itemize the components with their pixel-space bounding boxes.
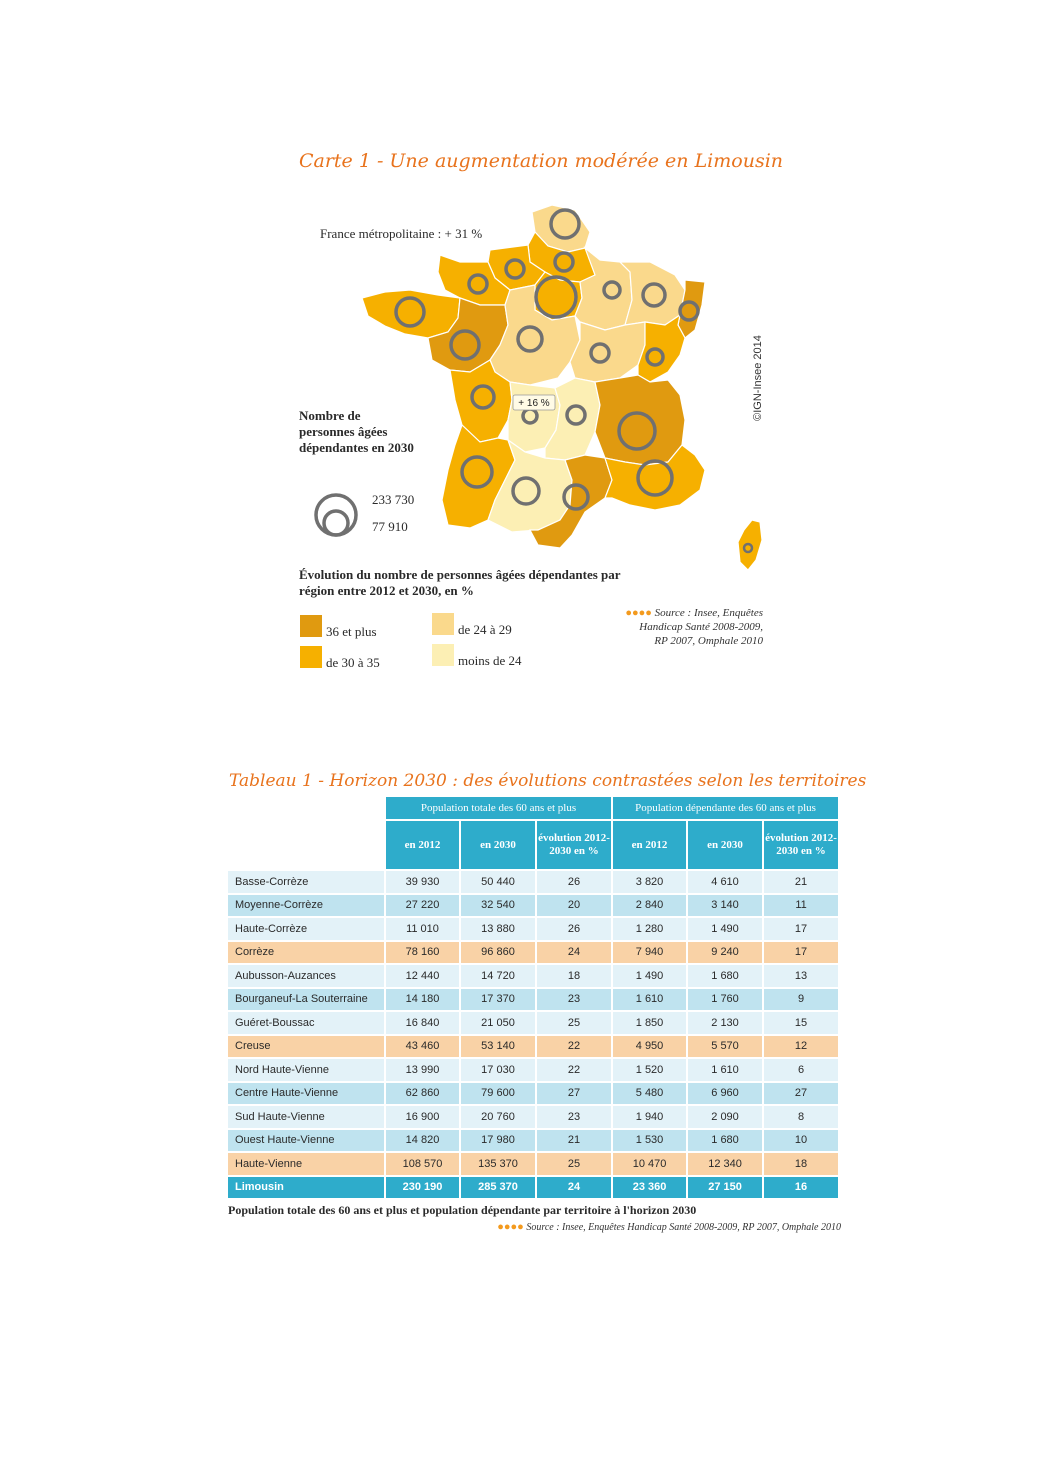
table-cell: 18 — [764, 1153, 840, 1177]
table-row — [228, 989, 840, 1013]
table-cell: 14 720 — [461, 965, 537, 989]
table-cell: 6 — [764, 1059, 840, 1083]
territory-name: Corrèze — [228, 942, 386, 966]
table-cell: 39 930 — [386, 871, 461, 895]
table-cell: 43 460 — [386, 1036, 461, 1060]
table-cell: 25 — [537, 1153, 613, 1177]
table-cell: 96 860 — [461, 942, 537, 966]
table-cell: 1 610 — [613, 989, 688, 1013]
table-cell: 23 — [537, 989, 613, 1013]
table-cell: 7 940 — [613, 942, 688, 966]
table-cell: 4 950 — [613, 1036, 688, 1060]
table-row — [228, 1059, 840, 1083]
table-cell: 17 030 — [461, 1059, 537, 1083]
table-cell: 1 680 — [688, 965, 764, 989]
france-evolution-label: France métropolitaine : + 31 % — [320, 226, 483, 241]
table-row — [228, 1153, 840, 1177]
table-cell: 3 820 — [613, 871, 688, 895]
table-cell: 14 180 — [386, 989, 461, 1013]
table-cell: 3 140 — [688, 895, 764, 919]
sub-header: en 2030 — [688, 821, 764, 871]
legend-label: 36 et plus — [326, 624, 377, 639]
table-cell: 10 470 — [613, 1153, 688, 1177]
table-cell: 1 490 — [613, 965, 688, 989]
table-cell: 24 — [537, 942, 613, 966]
table-cell: 27 150 — [688, 1177, 764, 1201]
territory-name: Centre Haute-Vienne — [228, 1083, 386, 1107]
map-source-line1: Source : Insee, Enquêtes — [654, 607, 763, 619]
table-cell: 78 160 — [386, 942, 461, 966]
table-cell: 23 360 — [613, 1177, 688, 1201]
source-dots-icon: ●●●● — [497, 1221, 524, 1233]
table-row — [228, 1083, 840, 1107]
table-cell: 20 — [537, 895, 613, 919]
table-cell: 17 — [764, 918, 840, 942]
table-row — [228, 942, 840, 966]
table-cell: 17 370 — [461, 989, 537, 1013]
legend-circle-max — [316, 495, 356, 535]
table-cell: 5 480 — [613, 1083, 688, 1107]
territory-name: Basse-Corrèze — [228, 871, 386, 895]
territory-name: Nord Haute-Vienne — [228, 1059, 386, 1083]
limousin-label: + 16 % — [518, 398, 550, 409]
table-cell: 1 760 — [688, 989, 764, 1013]
table-source-text: Source : Insee, Enquêtes Handicap Santé 2008-2009, RP 2007, Omphale 2010 — [526, 1222, 841, 1233]
legend-label: moins de 24 — [458, 653, 522, 668]
table-cell: 12 — [764, 1036, 840, 1060]
legend-label: de 30 à 35 — [326, 655, 380, 670]
circle-legend-title: Nombre de personnes âgées dépendantes en 2030 — [299, 408, 414, 455]
table-corner — [228, 797, 386, 821]
table-cell: 17 980 — [461, 1130, 537, 1154]
table-cell: 23 — [537, 1106, 613, 1130]
source-dots-icon: ●●●● — [625, 607, 652, 619]
table-title: Tableau 1 - Horizon 2030 : des évolutions contrastées selon les territoires — [229, 771, 867, 791]
map-title: Carte 1 - Une augmentation modérée en Limousin — [298, 150, 784, 172]
table-cell: 32 540 — [461, 895, 537, 919]
table-cell: 9 — [764, 989, 840, 1013]
table-row — [228, 1130, 840, 1154]
sub-header: en 2012 — [613, 821, 688, 871]
table-cell: 27 — [764, 1083, 840, 1107]
table-cell: 2 090 — [688, 1106, 764, 1130]
table-cell: 1 850 — [613, 1012, 688, 1036]
table-cell: 13 880 — [461, 918, 537, 942]
table-body — [228, 871, 840, 1200]
table-row — [228, 871, 840, 895]
map-source-line2: Handicap Santé 2008-2009, — [639, 621, 763, 633]
legend-label: de 24 à 29 — [458, 622, 512, 637]
map-copyright: ©IGN-Insee 2014 — [752, 335, 764, 421]
table-cell: 8 — [764, 1106, 840, 1130]
legend-item-moins-24 — [432, 641, 522, 669]
group-header-dependent: Population dépendante des 60 ans et plus — [613, 797, 840, 821]
sub-header: évolution 2012-2030 en % — [537, 821, 613, 871]
table-cell: 1 280 — [613, 918, 688, 942]
table-cell: 13 990 — [386, 1059, 461, 1083]
table-row — [228, 1012, 840, 1036]
table-cell: 26 — [537, 871, 613, 895]
table-cell: 2 840 — [613, 895, 688, 919]
table-cell: 50 440 — [461, 871, 537, 895]
legend-swatch — [300, 615, 322, 637]
circle-legend-max-value: 233 730 — [372, 492, 415, 507]
table-cell: 2 130 — [688, 1012, 764, 1036]
table-cell: 1 680 — [688, 1130, 764, 1154]
table-row — [228, 895, 840, 919]
table-cell: 11 010 — [386, 918, 461, 942]
territory-name: Moyenne-Corrèze — [228, 895, 386, 919]
sub-header: évolution 2012-2030 en % — [764, 821, 840, 871]
region-rhone-alpes — [595, 375, 685, 465]
map-source — [585, 606, 763, 648]
territory-name: Creuse — [228, 1036, 386, 1060]
table-cell: 17 — [764, 942, 840, 966]
table-cell: 1 940 — [613, 1106, 688, 1130]
table-cell: 10 — [764, 1130, 840, 1154]
table-cell: 12 440 — [386, 965, 461, 989]
region-franche-comte — [638, 315, 685, 382]
population-table — [228, 797, 840, 1200]
table-cell: 1 520 — [613, 1059, 688, 1083]
table-cell: 14 820 — [386, 1130, 461, 1154]
table-row — [228, 918, 840, 942]
group-header-total: Population totale des 60 ans et plus — [386, 797, 613, 821]
table-cell: 16 — [764, 1177, 840, 1201]
territory-name: Guéret-Boussac — [228, 1012, 386, 1036]
table-row — [228, 965, 840, 989]
table-cell: 79 600 — [461, 1083, 537, 1107]
table-cell: 285 370 — [461, 1177, 537, 1201]
territory-name: Aubusson-Auzances — [228, 965, 386, 989]
sub-header: en 2030 — [461, 821, 537, 871]
territory-name: Haute-Corrèze — [228, 918, 386, 942]
legend-item-24-29 — [432, 610, 512, 638]
sub-header: en 2012 — [386, 821, 461, 871]
legend-swatch — [300, 646, 322, 668]
territory-name: Sud Haute-Vienne — [228, 1106, 386, 1130]
table-cell: 16 900 — [386, 1106, 461, 1130]
legend-item-36-plus — [300, 612, 377, 640]
table-cell: 4 610 — [688, 871, 764, 895]
territory-name: Limousin — [228, 1177, 386, 1201]
table-cell: 53 140 — [461, 1036, 537, 1060]
legend-circle-min — [324, 511, 348, 535]
table-source — [420, 1221, 841, 1233]
table-cell: 27 220 — [386, 895, 461, 919]
table-cell: 1 490 — [688, 918, 764, 942]
table-cell: 1 610 — [688, 1059, 764, 1083]
table-cell: 9 240 — [688, 942, 764, 966]
table-cell: 27 — [537, 1083, 613, 1107]
table-row — [228, 1106, 840, 1130]
table-cell: 13 — [764, 965, 840, 989]
legend-item-30-35 — [300, 643, 380, 671]
table-cell: 18 — [537, 965, 613, 989]
table-cell: 12 340 — [688, 1153, 764, 1177]
table-cell: 21 — [537, 1130, 613, 1154]
table-cell: 22 — [537, 1059, 613, 1083]
table-cell: 230 190 — [386, 1177, 461, 1201]
table-corner — [228, 821, 386, 871]
table-cell: 108 570 — [386, 1153, 461, 1177]
table-cell: 135 370 — [461, 1153, 537, 1177]
table-cell: 16 840 — [386, 1012, 461, 1036]
table-caption: Population totale des 60 ans et plus et population dépendante par territoire à l'horizon 2030 — [228, 1203, 697, 1217]
table-row — [228, 1036, 840, 1060]
table-cell: 26 — [537, 918, 613, 942]
table-cell: 25 — [537, 1012, 613, 1036]
table-row — [228, 1177, 840, 1201]
table-cell: 20 760 — [461, 1106, 537, 1130]
table-cell: 1 530 — [613, 1130, 688, 1154]
table-cell: 62 860 — [386, 1083, 461, 1107]
table-cell: 15 — [764, 1012, 840, 1036]
evolution-legend-title: Évolution du nombre de personnes âgées dépendantes par région entre 2012 et 2030, en % — [299, 567, 621, 598]
table-cell: 21 — [764, 871, 840, 895]
territory-name: Haute-Vienne — [228, 1153, 386, 1177]
circle-legend-min-value: 77 910 — [372, 519, 408, 534]
table-cell: 6 960 — [688, 1083, 764, 1107]
territory-name: Ouest Haute-Vienne — [228, 1130, 386, 1154]
territory-name: Bourganeuf-La Souterraine — [228, 989, 386, 1013]
table-cell: 5 570 — [688, 1036, 764, 1060]
legend-swatch — [432, 613, 454, 635]
table-cell: 11 — [764, 895, 840, 919]
table-cell: 21 050 — [461, 1012, 537, 1036]
map-source-line3: RP 2007, Omphale 2010 — [654, 635, 763, 647]
table-cell: 22 — [537, 1036, 613, 1060]
legend-swatch — [432, 644, 454, 666]
table-cell: 24 — [537, 1177, 613, 1201]
